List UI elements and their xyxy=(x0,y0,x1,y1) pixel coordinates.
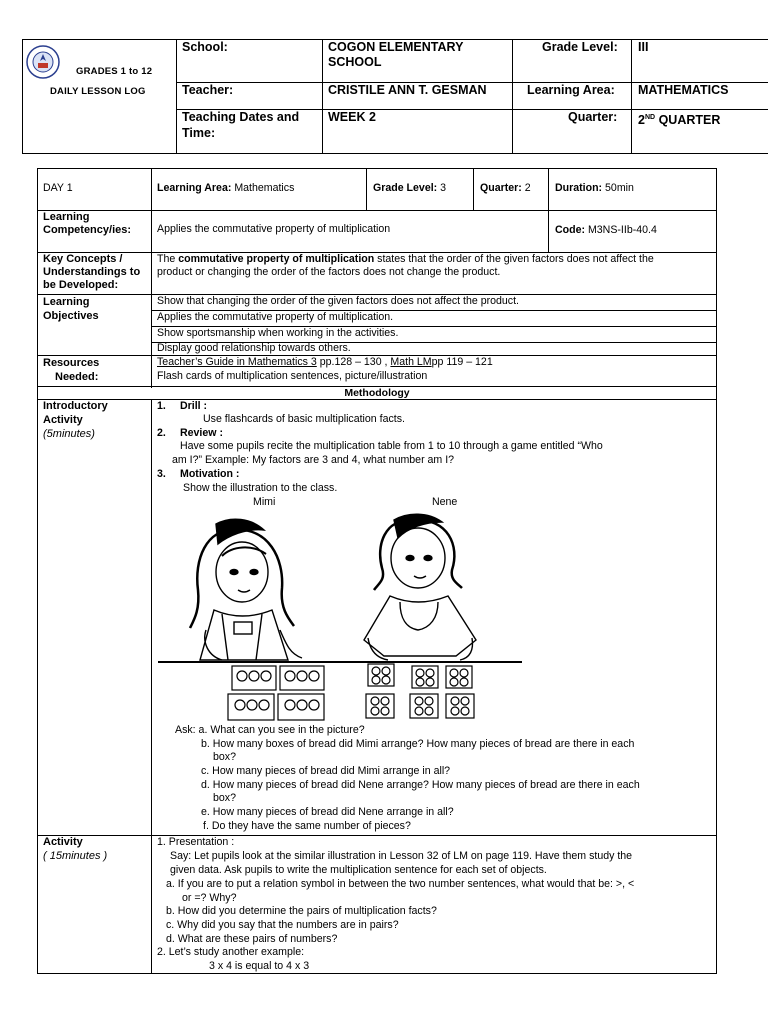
activity-line: 2. Let’s study another example: xyxy=(157,946,305,958)
resources-label-line2: Needed: xyxy=(55,371,99,383)
objectives-label-line2: Objectives xyxy=(43,310,99,322)
dates-value: WEEK 2 xyxy=(328,110,376,124)
key-concepts-text-line2: product or changing the order of the factors does not change the product. xyxy=(157,266,501,278)
ask-question: c. How many pieces of bread did Mimi arrange in all? xyxy=(201,765,451,777)
ask-question: d. How many pieces of bread did Nene arrange? How many pieces of bread are there in each xyxy=(201,779,640,791)
day-learning-area: Learning Area: Mathematics xyxy=(157,182,295,194)
quarter-label: Quarter: xyxy=(568,110,618,124)
deped-seal-icon xyxy=(26,45,60,79)
ask-question: e. How many pieces of bread did Nene arrange in all? xyxy=(201,806,454,818)
grade-level-label: Grade Level: xyxy=(542,40,618,54)
teacher-value: CRISTILE ANN T. GESMAN xyxy=(328,83,487,97)
competency-code: Code: M3NS-IIb-40.4 xyxy=(555,224,657,236)
competency-label-line2: Competency/ies: xyxy=(43,224,132,236)
math-lm-link[interactable]: Math LM xyxy=(390,356,432,368)
motivation-title: Motivation : xyxy=(180,468,240,480)
girl-name-nene: Nene xyxy=(432,496,458,508)
teacher-label: Teacher: xyxy=(182,83,234,97)
learning-area-value: MATHEMATICS xyxy=(638,83,729,97)
activity-line: 1. Presentation : xyxy=(157,836,235,848)
objective-item: Show sportsmanship when working in the activities. xyxy=(157,327,399,339)
day-grade-level: Grade Level: 3 xyxy=(373,182,447,194)
activity-label: Activity xyxy=(43,836,83,848)
grade-level-value: III xyxy=(638,40,649,54)
competency-text: Applies the commutative property of multiplication xyxy=(157,223,391,235)
day-quarter: Quarter: 2 xyxy=(480,182,531,194)
school-label: School: xyxy=(182,40,228,54)
review-number: 2. xyxy=(157,427,166,439)
objective-item: Applies the commutative property of multiplication. xyxy=(157,311,394,323)
introductory-time: (5minutes) xyxy=(43,428,95,440)
school-value-line2: SCHOOL xyxy=(328,55,382,69)
resources-line2: Flash cards of multiplication sentences, picture/illustration xyxy=(157,370,428,382)
resources-label-line1: Resources xyxy=(43,357,100,369)
teachers-guide-link[interactable]: Teacher’s Guide in Mathematics 3 xyxy=(157,356,317,368)
quarter-value: 2ND QUARTER xyxy=(638,113,721,128)
nene-figure xyxy=(364,514,476,660)
key-concepts-text-line1: The commutative property of multiplication states that the order of the given factors does not affect the xyxy=(157,253,654,265)
objective-item: Show that changing the order of the given factors does not affect the product. xyxy=(157,295,519,307)
ask-question: f. Do they have the same number of pieces? xyxy=(203,820,411,832)
ask-question: box? xyxy=(213,751,236,763)
methodology-title: Methodology xyxy=(344,387,410,399)
activity-line: or =? Why? xyxy=(182,892,237,904)
key-concepts-label-line3: be Developed: xyxy=(43,279,119,291)
review-text-line1: Have some pupils recite the multiplication table from 1 to 10 through a game entitled “Who xyxy=(180,440,603,452)
ask-question: b. How many boxes of bread did Mimi arrange? How many pieces of bread are there in each xyxy=(201,738,635,750)
header-table xyxy=(22,39,768,154)
school-value-line1: COGON ELEMENTARY xyxy=(328,40,464,54)
mimi-figure xyxy=(190,519,302,660)
resources-line1: Teacher’s Guide in Mathematics 3 pp.128 – 130 , Math LMpp 119 – 121 xyxy=(157,356,493,368)
activity-time: ( 15minutes ) xyxy=(43,850,108,862)
activity-line: 3 x 4 is equal to 4 x 3 xyxy=(209,960,310,972)
motivation-text: Show the illustration to the class. xyxy=(183,482,338,494)
competency-label-line1: Learning xyxy=(43,211,90,223)
drill-text: Use flashcards of basic multiplication facts. xyxy=(203,413,405,425)
drill-title: Drill : xyxy=(180,400,208,412)
girl-name-mimi: Mimi xyxy=(253,496,276,508)
drill-number: 1. xyxy=(157,400,166,412)
review-text-line2: am I?” Example: My factors are 3 and 4, what number am I? xyxy=(172,454,455,466)
introductory-label-line1: Introductory xyxy=(43,400,108,412)
activity-line: b. How did you determine the pairs of multiplication facts? xyxy=(166,905,437,917)
ask-question: box? xyxy=(213,792,236,804)
activity-line: d. What are these pairs of numbers? xyxy=(166,933,338,945)
activity-line: a. If you are to put a relation symbol in between the two number sentences, what would that be: >, < xyxy=(166,878,635,890)
ask-question: Ask: a. What can you see in the picture? xyxy=(175,724,365,736)
grades-label: GRADES 1 to 12 xyxy=(76,66,153,77)
learning-area-label: Learning Area: xyxy=(527,83,615,97)
review-title: Review : xyxy=(180,427,223,439)
key-concepts-label-line2: Understandings to xyxy=(43,266,141,278)
bread-boxes-mimi xyxy=(228,666,324,720)
bread-boxes-nene xyxy=(366,664,474,718)
day-label: DAY 1 xyxy=(43,182,73,194)
activity-line: Say: Let pupils look at the similar illustration in Lesson 32 of LM on page 119. Have them study the xyxy=(170,850,633,862)
key-concepts-label-line1: Key Concepts / xyxy=(43,253,123,265)
activity-line: given data. Ask pupils to write the multiplication sentence for each set of objects. xyxy=(170,864,547,876)
motivation-number: 3. xyxy=(157,468,166,480)
objectives-label-line1: Learning xyxy=(43,296,90,308)
activity-line: c. Why did you say that the numbers are in pairs? xyxy=(166,919,399,931)
dates-label-line1: Teaching Dates and xyxy=(182,110,300,124)
objective-item: Display good relationship towards others. xyxy=(157,342,351,354)
dates-label-line2: Time: xyxy=(182,126,216,140)
introductory-label-line2: Activity xyxy=(43,414,83,426)
daily-lesson-log-title: DAILY LESSON LOG xyxy=(50,86,146,97)
day-duration: Duration: 50min xyxy=(555,182,634,194)
girls-with-bread-illustration xyxy=(156,510,526,726)
